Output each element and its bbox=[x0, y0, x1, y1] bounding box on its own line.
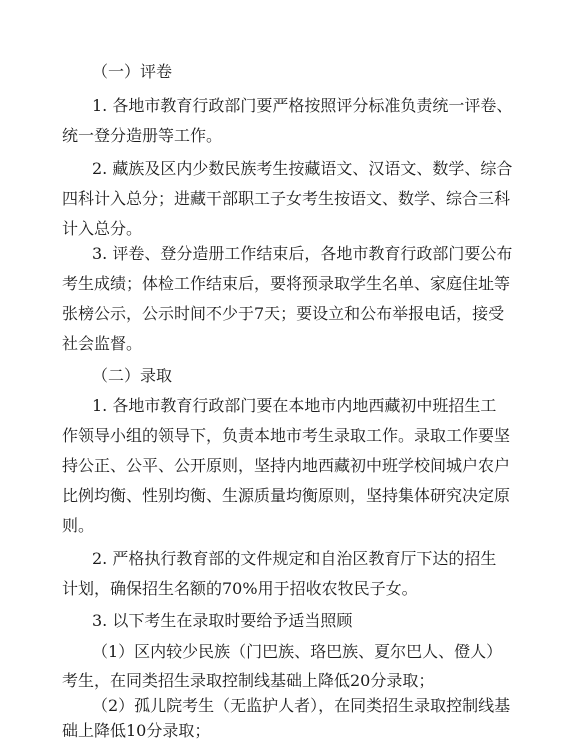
paragraph-line: 3. 评卷、登分造册工作结束后，各地市教育行政部门要公布 bbox=[92, 244, 513, 263]
paragraph-line: 2. 严格执行教育部的文件规定和自治区教育厅下达的招生 bbox=[92, 549, 497, 568]
section-heading-grading: （一）评卷 bbox=[92, 62, 173, 81]
paragraph-line: 础上降低10分录取； bbox=[62, 721, 211, 740]
paragraph-line: 2. 藏族及区内少数民族考生按藏语文、汉语文、数学、综合 bbox=[92, 159, 513, 178]
paragraph-line: （1）区内较少民族（门巴族、珞巴族、夏尔巴人、僜人） bbox=[92, 642, 503, 661]
paragraph-line: （2）孤儿院考生（无监护人者），在同类招生录取控制线基 bbox=[92, 696, 511, 715]
paragraph-line: 社会监督。 bbox=[62, 334, 143, 353]
paragraph-line: 考生成绩；体检工作结束后，要将预录取学生名单、家庭住址等 bbox=[62, 274, 511, 293]
paragraph-line: 3. 以下考生在录取时要给予适当照顾 bbox=[92, 611, 353, 630]
paragraph-line: 计划，确保招生名额的70%用于招收农牧民子女。 bbox=[62, 579, 418, 598]
paragraph-line: 计入总分。 bbox=[62, 219, 143, 238]
paragraph-line: 则。 bbox=[62, 516, 95, 535]
paragraph-line: 比例均衡、性别均衡、生源质量均衡原则，坚持集体研究决定原 bbox=[62, 486, 511, 505]
paragraph-line: 四科计入总分；进藏干部职工子女考生按语文、数学、综合三科 bbox=[62, 189, 511, 208]
paragraph-line: 作领导小组的领导下，负责本地市考生录取工作。录取工作要坚 bbox=[62, 426, 511, 445]
paragraph-line: 统一登分造册等工作。 bbox=[62, 126, 223, 145]
section-heading-admission: （二）录取 bbox=[92, 366, 173, 385]
paragraph-line: 1. 各地市教育行政部门要在本地市内地西藏初中班招生工 bbox=[92, 396, 497, 415]
paragraph-line: 考生，在同类招生录取控制线基础上降低20分录取； bbox=[62, 671, 435, 690]
paragraph-line: 1. 各地市教育行政部门要严格按照评分标准负责统一评卷、 bbox=[92, 96, 513, 115]
paragraph-line: 持公正、公平、公开原则，坚持内地西藏初中班学校间城户农户 bbox=[62, 456, 511, 475]
paragraph-line: 张榜公示，公示时间不少于7天；要设立和公布举报电话，接受 bbox=[62, 304, 505, 323]
